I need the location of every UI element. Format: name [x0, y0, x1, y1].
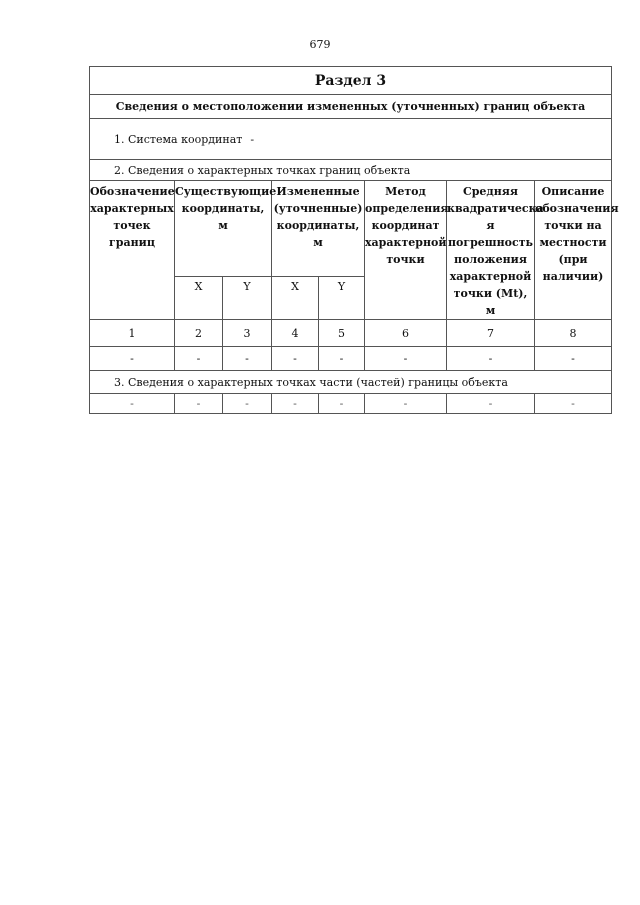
table-cell: -	[447, 394, 535, 414]
column-number: 7	[447, 320, 535, 347]
table-cell: -	[535, 394, 612, 414]
table-cell: -	[535, 347, 612, 371]
table-cell: -	[447, 347, 535, 371]
section-table	[89, 66, 619, 414]
coordinate-system-label: 1. Система координат	[114, 132, 243, 146]
section-subtitle-row	[90, 95, 612, 119]
column-number: 8	[535, 320, 612, 347]
section-title-row	[90, 67, 612, 95]
table-cell: -	[365, 347, 447, 371]
section-title: Раздел 3	[90, 67, 612, 95]
table-cell: -	[175, 394, 223, 414]
page-number: 679	[309, 38, 331, 51]
parts-heading: 3. Сведения о характерных точках части (частей) границы объекта	[90, 371, 612, 394]
col-designation-header: Обозначение характерных точек границ	[90, 181, 175, 320]
points-heading-row	[90, 160, 612, 181]
col-changed-y: Y	[319, 277, 365, 320]
col-changed-coordinates-header: Измененные (уточненные) координаты, м	[272, 181, 365, 277]
table-cell: -	[319, 394, 365, 414]
coordinate-system	[90, 119, 612, 160]
column-number: 1	[90, 320, 175, 347]
parts-data-row	[90, 394, 612, 414]
section-subtitle: Сведения о местоположении измененных (уточненных) границ объекта	[90, 95, 612, 119]
col-existing-y: Y	[223, 277, 272, 320]
table-cell: -	[319, 347, 365, 371]
col-method-header: Метод определения координат характерной точки	[365, 181, 447, 320]
column-number: 3	[223, 320, 272, 347]
col-description-header: Описание обозначения точки на местности (при наличии)	[535, 181, 612, 320]
table-cell: -	[365, 394, 447, 414]
table-cell: -	[223, 347, 272, 371]
col-changed-x: X	[272, 277, 319, 320]
table-cell: -	[272, 347, 319, 371]
coordinate-system-row	[90, 119, 612, 160]
table-cell: -	[90, 347, 175, 371]
points-data-row	[90, 347, 612, 371]
table-cell: -	[175, 347, 223, 371]
parts-heading-row	[90, 371, 612, 394]
column-number: 5	[319, 320, 365, 347]
points-heading: 2. Сведения о характерных точках границ объекта	[90, 160, 612, 181]
column-header-row	[90, 181, 612, 277]
column-number: 6	[365, 320, 447, 347]
column-number-row	[90, 320, 612, 347]
col-error-header: Средняя квадратическа я погрешность положения характерной точки (Mt), м	[447, 181, 535, 320]
column-number: 4	[272, 320, 319, 347]
column-number: 2	[175, 320, 223, 347]
coordinate-system-value: -	[250, 132, 255, 146]
col-existing-coordinates-header: Существующие координаты, м	[175, 181, 272, 277]
table-cell: -	[272, 394, 319, 414]
table-cell: -	[223, 394, 272, 414]
col-existing-x: X	[175, 277, 223, 320]
table-cell: -	[90, 394, 175, 414]
